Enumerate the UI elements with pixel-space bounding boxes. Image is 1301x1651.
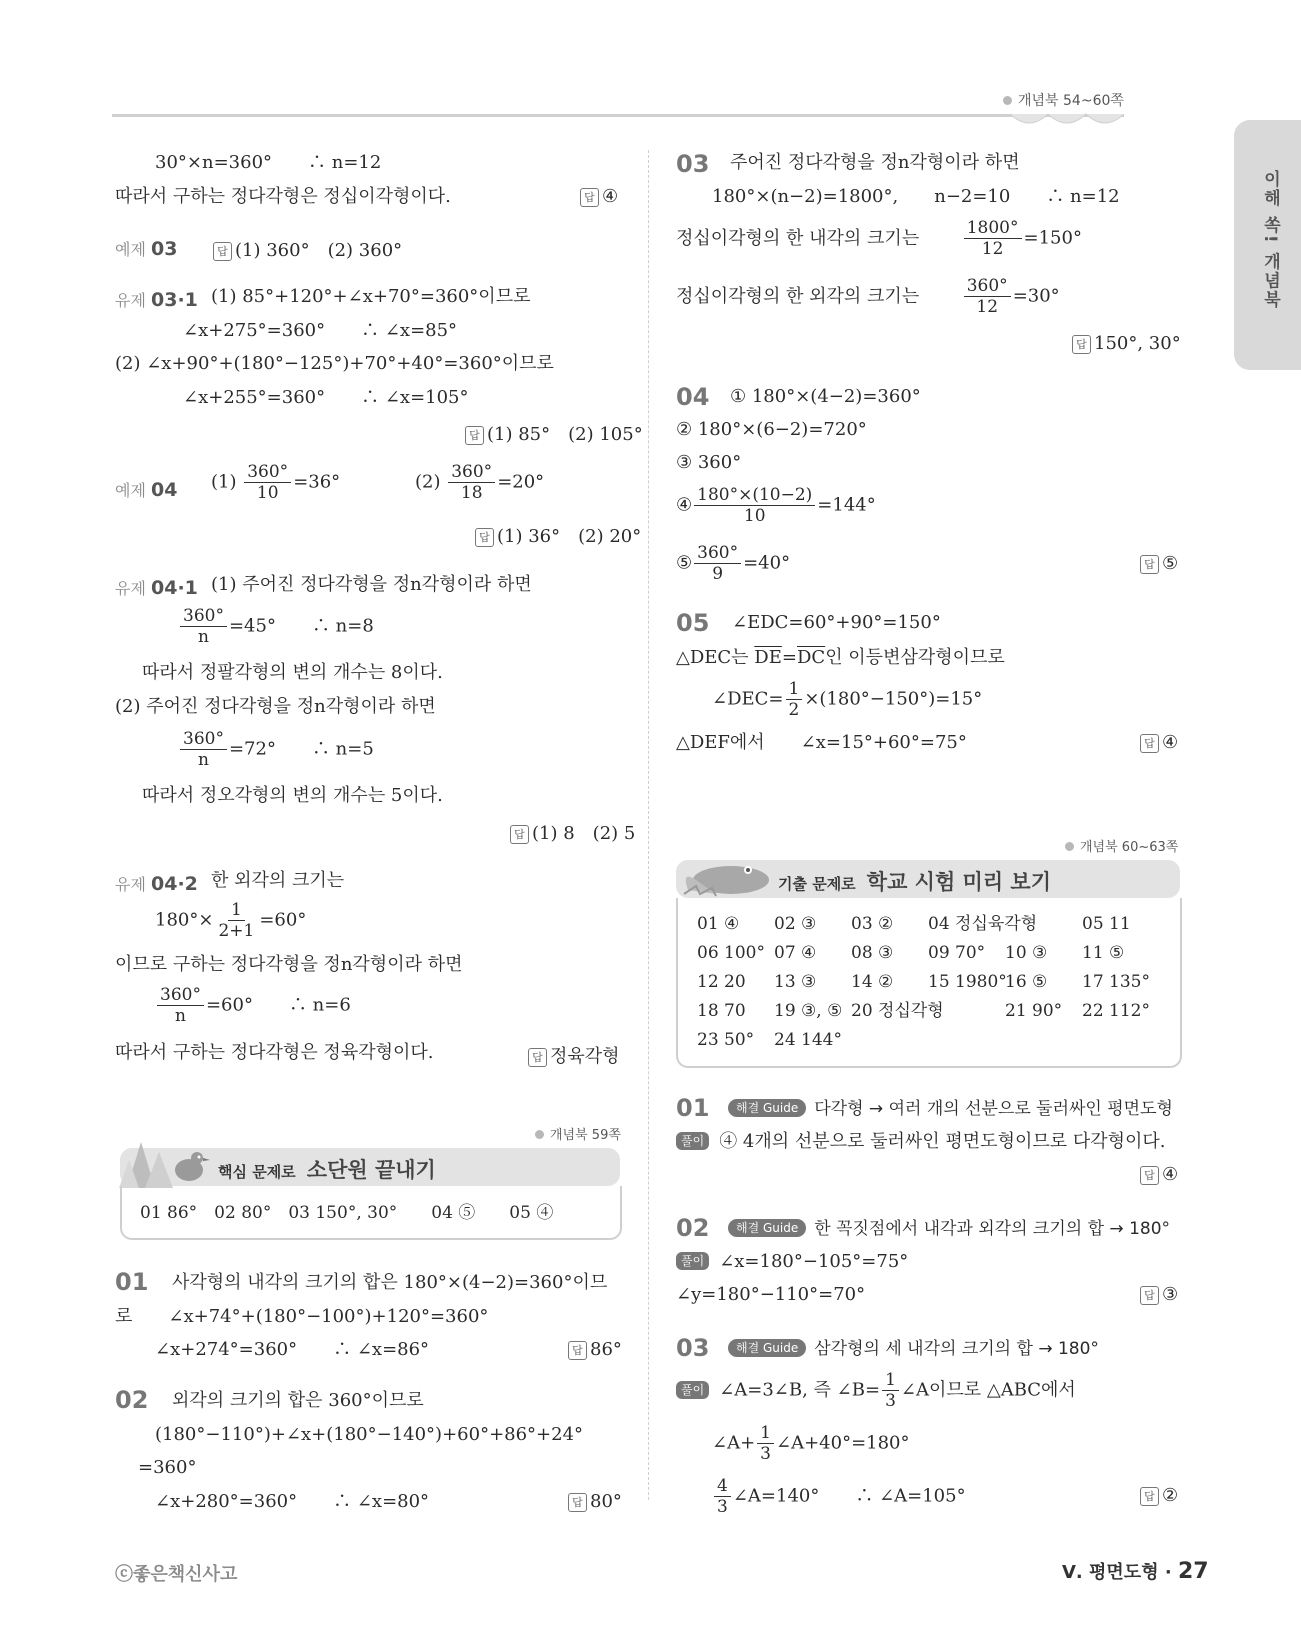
answer-icon: 답	[465, 426, 484, 445]
problem-01-number: 01	[115, 1268, 149, 1296]
exercise-041-answer: 답 (1) 8 (2) 5	[510, 819, 635, 845]
solution-badge: 풀이	[676, 1381, 709, 1399]
r-problem-04-number: 04	[676, 383, 710, 411]
exercise-031-line1: (1) 85°+120°+∠x+70°=360°이므로	[211, 286, 531, 307]
problem-01-line2: 로 ∠x+74°+(180°−100°)+120°=360°	[115, 1306, 489, 1327]
r-problem-04-line3: ③ 360°	[676, 452, 742, 473]
bullet-icon	[535, 1130, 544, 1139]
exam-row: 01 ④ 02 ③ 03 ② 04 정십육각형 05 11	[697, 914, 1131, 934]
exam-answers-grid	[697, 910, 1150, 1055]
q-01-guide-line: 해결 Guide 다각형 → 여러 개의 선분으로 둘러싸인 평면도형	[728, 1098, 1173, 1120]
fraction: $\frac{1}{2+1}$	[218, 900, 255, 941]
exam-ref: 개념북 60~63쪽	[1065, 836, 1178, 855]
fraction: $\frac{360^\circ}{n}$	[180, 729, 227, 770]
answer-icon: 답	[1140, 1487, 1159, 1506]
r-problem-05-line4: △DEF에서 ∠x=15°+60°=75°	[676, 732, 967, 753]
q-01-solution: 풀이 ④ 4개의 선분으로 둘러싸인 평면도형이므로 다각형이다.	[676, 1131, 1166, 1153]
q-02-solution: 풀이 ∠x=180°−105°=75°	[676, 1251, 908, 1273]
problem-02-number: 02	[115, 1386, 149, 1414]
fraction: $\frac{360^\circ}{12}$	[964, 276, 1011, 317]
q-03-number: 03	[676, 1334, 710, 1362]
example-04-label: 예제 04	[115, 479, 178, 501]
r-problem-03-line1: 주어진 정다각형을 정n각형이라 하면	[730, 152, 1020, 173]
solution-badge: 풀이	[676, 1132, 709, 1150]
exercise-031-label: 유제 03·1	[115, 289, 198, 311]
exercise-031-answer: 답 (1) 85° (2) 105°	[465, 420, 643, 446]
fraction: $\frac{1}{3}$	[882, 1370, 899, 1411]
core-title: 핵심 문제로 소단원 끝내기	[218, 1158, 436, 1182]
answer-icon: 답	[1140, 1166, 1159, 1185]
q-01-answer: 답 ④	[1140, 1164, 1178, 1185]
q-02-line2: ∠y=180°−110°=70°	[676, 1284, 866, 1305]
solution-badge: 풀이	[676, 1252, 709, 1270]
footer-publisher: ⓒ좋은책신사고	[115, 1564, 238, 1585]
r-problem-05-line2: △DEC는 $\overline{DE}=\overline{DC}$인 이등변삼각형이므로	[676, 647, 1005, 668]
answer-icon: 답	[580, 188, 599, 207]
exercise-041-line3: 따라서 정팔각형의 변의 개수는 8이다.	[142, 662, 443, 683]
guide-badge: 해결 Guide	[728, 1219, 806, 1237]
answer-icon: 답	[213, 242, 232, 261]
r-problem-04-line2: ② 180°×(6−2)=720°	[676, 419, 867, 440]
r-problem-04-line5: ⑤ $\frac{360^\circ}{9}$ =40°	[676, 543, 791, 584]
r-problem-03-line4: 정십이각형의 한 외각의 크기는 $\frac{360^\circ}{12}$ =30°	[676, 276, 1060, 317]
exam-row: 23 50° 24 144°	[697, 1030, 842, 1050]
problem-02-line1: 외각의 크기의 합은 360°이므로	[172, 1390, 424, 1411]
answer-icon: 답	[568, 1341, 587, 1360]
example-03-answer: 답 (1) 360° (2) 360°	[213, 236, 402, 262]
fraction: $\frac{4}{3}$	[714, 1476, 731, 1517]
answer-icon: 답	[510, 825, 529, 844]
problem-02-line2: (180°−110°)+∠x+(180°−140°)+60°+86°+24°	[155, 1424, 584, 1445]
problem-01-answer: 답 86°	[568, 1339, 622, 1360]
exercise-042-line3: 이므로 구하는 정다각형을 정n각형이라 하면	[115, 954, 463, 975]
q-03-answer: 답 ②	[1140, 1485, 1178, 1506]
exercise-041-line5: $\frac{360^\circ}{n}$ =72° ∴ n=5	[178, 729, 374, 770]
exercise-041-line6: 따라서 정오각형의 변의 개수는 5이다.	[142, 785, 443, 806]
example-03-label: 예제 03	[115, 238, 178, 260]
answer-icon: 답	[1072, 335, 1091, 354]
exercise-042-line5: 따라서 구하는 정다각형은 정육각형이다.	[115, 1042, 434, 1063]
fraction: $\frac{1800^\circ}{12}$	[964, 218, 1022, 259]
r-problem-03-line3: 정십이각형의 한 내각의 크기는 $\frac{1800^\circ}{12}$ =150°	[676, 218, 1082, 259]
answer-l2: 답 ④	[580, 186, 618, 207]
exam-row: 18 70 19 ③, ⑤ 20 정십각형 21 90° 22 112°	[697, 1001, 1150, 1021]
r-problem-05-line1: ∠EDC=60°+90°=150°	[732, 612, 941, 633]
r-problem-05-line3: ∠DEC= $\frac{1}{2}$ ×(180°−150°)=15°	[712, 679, 983, 720]
example-04-answer: 답 (1) 36° (2) 20°	[475, 522, 641, 548]
exercise-041-label: 유제 04·1	[115, 577, 198, 599]
problem-01-line1: 사각형의 내각의 크기의 합은 180°×(4−2)=360°이므	[172, 1272, 608, 1293]
answer-icon: 답	[1140, 734, 1159, 753]
exercise-031-line2: ∠x+275°=360° ∴ ∠x=85°	[183, 320, 458, 341]
exercise-042-answer: 답 정육각형	[528, 1042, 620, 1068]
header-wave-decoration	[1010, 112, 1124, 128]
r-problem-04-line1: ① 180°×(4−2)=360°	[730, 386, 921, 407]
exercise-041-line1: (1) 주어진 정다각형을 정n각형이라 하면	[211, 574, 532, 595]
r-problem-05-answer: 답 ④	[1140, 732, 1178, 753]
line-n12: 30°×n=360° ∴ n=12	[155, 152, 382, 173]
q-03-line2: ∠A+ $\frac{1}{3}$ ∠A+40°=180°	[712, 1423, 910, 1464]
fraction: $\frac{180^\circ\times(10-2)}{10}$	[694, 485, 815, 526]
fraction: $\frac{1}{3}$	[757, 1423, 774, 1464]
problem-02-line3: =360°	[138, 1457, 197, 1478]
fraction: $\frac{360^\circ}{9}$	[694, 543, 741, 584]
fraction: $\frac{1}{2}$	[786, 679, 803, 720]
r-problem-03-line2: 180°×(n−2)=1800°, n−2=10 ∴ n=12	[712, 186, 1120, 207]
header-ref: 개념북 54~60쪽	[1003, 90, 1124, 110]
r-problem-04-answer: 답 ⑤	[1140, 553, 1178, 574]
exercise-042-line2: 180°× $\frac{1}{2+1}$ =60°	[155, 900, 307, 941]
exam-row: 06 100° 07 ④ 08 ③ 09 70° 10 ③ 11 ⑤	[697, 943, 1125, 963]
tree-bird-icon	[115, 1130, 210, 1188]
q-03-solution: 풀이 ∠A=3∠B, 즉 ∠B= $\frac{1}{3}$ ∠A이므로 △ABC에서	[676, 1370, 1076, 1411]
exam-title: 기출 문제로 학교 시험 미리 보기	[778, 870, 1052, 894]
exercise-041-line4: (2) 주어진 정다각형을 정n각형이라 하면	[115, 696, 436, 717]
problem-02-answer: 답 80°	[568, 1491, 622, 1512]
example-04-part2: (2) $\frac{360^\circ}{18}$ =20°	[415, 462, 545, 503]
q-01-number: 01	[676, 1094, 710, 1122]
r-problem-04-line4: ④ $\frac{180^\circ\times(10-2)}{10}$ =144°	[676, 485, 876, 526]
exercise-031-line4: ∠x+255°=360° ∴ ∠x=105°	[183, 387, 469, 408]
r-problem-03-number: 03	[676, 150, 710, 178]
core-ref: 개념북 59쪽	[535, 1124, 621, 1143]
q-03-line3: $\frac{4}{3}$ ∠A=140° ∴ ∠A=105°	[712, 1476, 966, 1517]
fraction: $\frac{360^\circ}{n}$	[180, 606, 227, 647]
core-answers: 01 86° 02 80° 03 150°, 30° 04 ⑤ 05 ④	[140, 1203, 554, 1223]
side-tab-label: 이해 쏙! 개념북	[1260, 170, 1280, 310]
fraction: $\frac{360^\circ}{n}$	[157, 985, 204, 1026]
problem-01-line3: ∠x+274°=360° ∴ ∠x=86°	[155, 1339, 430, 1360]
answer-icon: 답	[475, 528, 494, 547]
q-02-number: 02	[676, 1214, 710, 1242]
fraction: $\frac{360^\circ}{18}$	[448, 462, 495, 503]
column-divider	[648, 150, 649, 1500]
r-problem-03-answer: 답 150°, 30°	[1072, 333, 1181, 354]
exercise-041-line2: $\frac{360^\circ}{n}$ =45° ∴ n=8	[178, 606, 374, 647]
q-02-guide-line: 해결 Guide 한 꼭짓점에서 내각과 외각의 크기의 합 → 180°	[728, 1218, 1170, 1240]
problem-02-line4: ∠x+280°=360° ∴ ∠x=80°	[155, 1491, 430, 1512]
q-02-answer: 답 ③	[1140, 1284, 1178, 1305]
exercise-042-line1: 한 외각의 크기는	[211, 870, 345, 891]
exercise-031-line3: (2) ∠x+90°+(180°−125°)+70°+40°=360°이므로	[115, 353, 554, 374]
exercise-042-label: 유제 04·2	[115, 873, 198, 895]
q-03-guide-line: 해결 Guide 삼각형의 세 내각의 크기의 합 → 180°	[728, 1338, 1099, 1360]
crocodile-icon	[676, 850, 771, 900]
guide-badge: 해결 Guide	[728, 1339, 806, 1357]
line-conclusion: 따라서 구하는 정다각형은 정십이각형이다.	[115, 186, 451, 207]
answer-icon: 답	[528, 1048, 547, 1067]
footer-page: Ⅴ. 평면도형 · 27	[1062, 1559, 1209, 1584]
exam-row: 12 20 13 ③ 14 ② 15 1980°16 ⑤ 17 135°	[697, 972, 1150, 992]
fraction: $\frac{360^\circ}{10}$	[244, 462, 291, 503]
answer-icon: 답	[568, 1493, 587, 1512]
r-problem-05-number: 05	[676, 609, 710, 637]
bullet-icon	[1003, 96, 1012, 105]
exercise-042-line4: $\frac{360^\circ}{n}$ =60° ∴ n=6	[155, 985, 351, 1026]
answer-icon: 답	[1140, 555, 1159, 574]
guide-badge: 해결 Guide	[728, 1099, 806, 1117]
example-04-part1: (1) $\frac{360^\circ}{10}$ =36°	[211, 462, 341, 503]
answer-icon: 답	[1140, 1286, 1159, 1305]
header-rule	[112, 114, 1124, 117]
bullet-icon	[1065, 842, 1074, 851]
